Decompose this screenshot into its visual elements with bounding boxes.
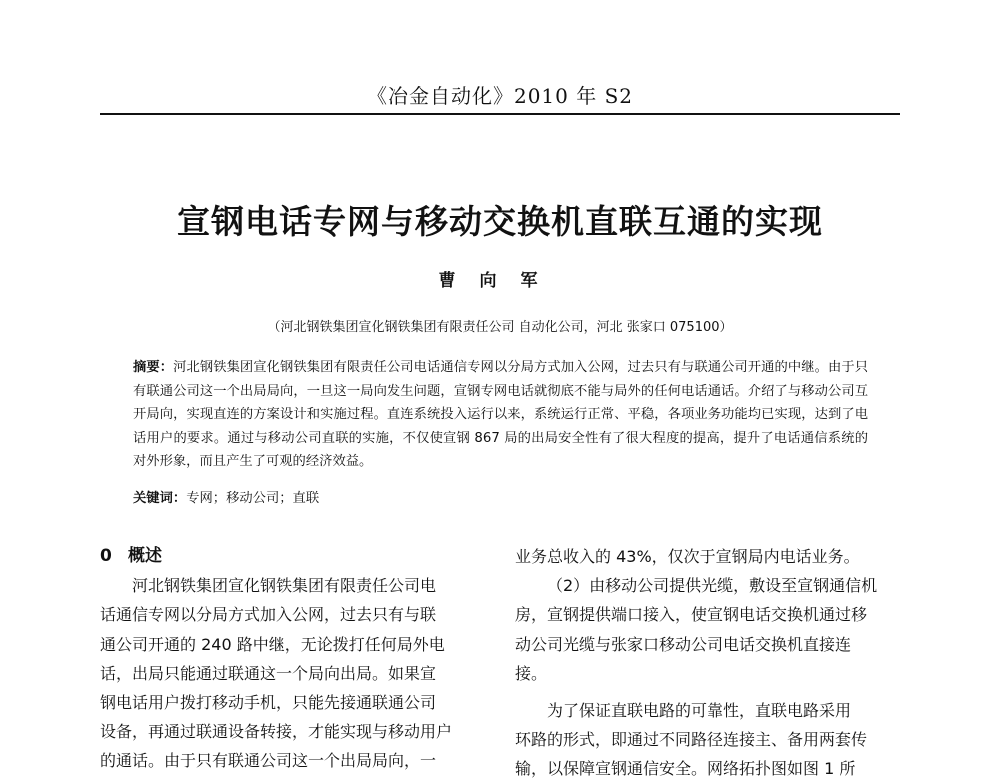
body-line: 话通信专网以分局方式加入公网，过去只有与联: [100, 605, 437, 625]
body-line: 动公司光缆与张家口移动公司电话交换机直接连: [515, 634, 852, 654]
article-title: 宣钢电话专网与移动交换机直联互通的实现: [177, 202, 823, 241]
abstract-label: 摘要：: [133, 360, 174, 375]
running-header: 《冶金自动化》2010 年 S2: [366, 84, 634, 108]
body-line: 设备，再通过联通设备转接，才能实现与移动用户: [100, 722, 453, 742]
body-line: 输，以保障宣钢通信安全。网络拓扑图如图 1 所: [515, 759, 856, 779]
author-name: 曹向军: [438, 271, 562, 291]
body-line: 接。: [515, 663, 548, 683]
keywords-label: 关键词：: [133, 491, 187, 506]
body-line: 通公司开通的 240 路中继，无论拨打任何局外电: [100, 634, 445, 654]
body-line: （2）由移动公司提供光缆，敷设至宣钢通信机: [547, 576, 878, 596]
keywords-text: 专网；移动公司；直联: [186, 491, 320, 506]
section-heading: [100, 542, 485, 571]
body-line: 为了保证直联电路的可靠性，直联电路采用: [547, 701, 852, 721]
body-line: 环路的形式，即通过不同路径连接主、备用两套传: [515, 730, 868, 750]
body-line: 钢电话用户拨打移动手机，只能先接通联通公司: [100, 693, 437, 712]
author-affiliation: （河北钢铁集团宣化钢铁集团有限责任公司 自动化公司，河北 张家口 075100）: [267, 320, 733, 335]
abstract: [133, 356, 868, 474]
header-rule: [100, 113, 900, 115]
section-number: 0: [100, 546, 112, 566]
abstract-text: 河北钢铁集团宣化钢铁集团有限责任公司电话通信专网以分局方式加入公网，过去只有与联通公司开通的中继。由于只有联通公司这一个出局局向，一旦这一局向发生问题，宣钢专网电话就彻底不能与局外的任何电话通话。介绍了与移动公司互开局向，实现直连的方案设计和实施过程。直连系统投入运行以来，系统运行正常、平稳，各项业务功能均已实现，达到了电话用户的要求。通过与移动公司直联的实施，不仅使宣钢 867 局的出局安全性有了很大程度的提高，提升了电话通信系统的对外形象，而且产生了可观的经济效益。: [133, 360, 869, 469]
keywords: [133, 489, 868, 509]
body-line: 话，出局只能通过联通这一个局向出局。如果宣: [100, 663, 437, 683]
right-column: [515, 542, 900, 784]
left-column: [100, 542, 485, 776]
body-line: 房，宣钢提供端口接入，使宣钢电话交换机通过移: [515, 605, 868, 625]
body-line: 的通话。由于只有联通公司这一个出局局向，一: [100, 751, 437, 771]
body-line: 业务总收入的 43%，仅次于宣钢局内电话业务。: [515, 547, 860, 566]
body-line: 河北钢铁集团宣化钢铁集团有限责任公司电: [132, 576, 437, 596]
section-title: 概述: [128, 546, 162, 566]
